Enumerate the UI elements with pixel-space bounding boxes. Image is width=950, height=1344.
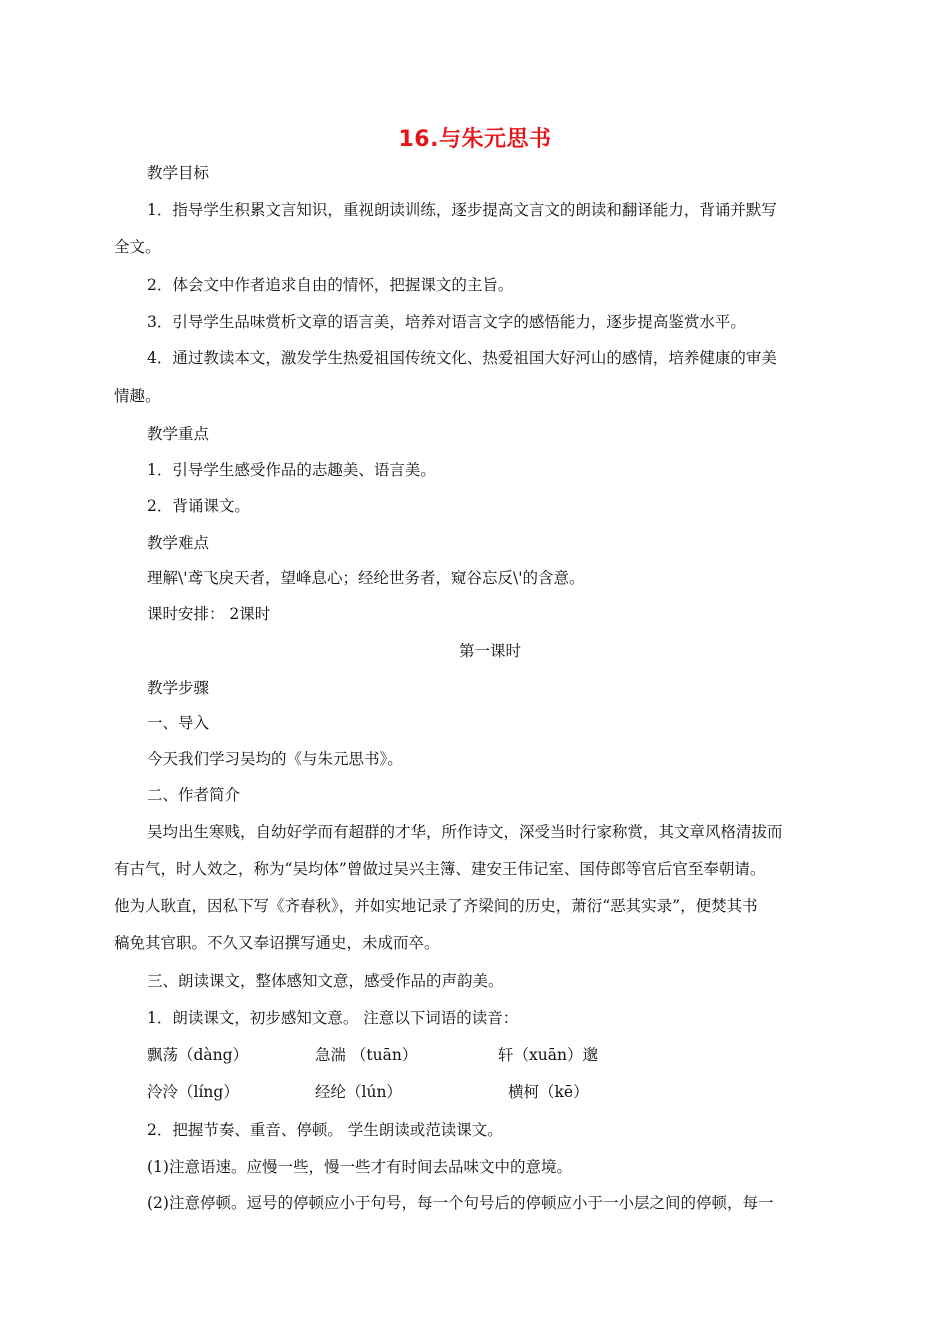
- paragraph-line: 情趣。: [114, 387, 161, 405]
- paragraph-line: 3．引导学生品味赏析文章的语言美，培养对语言文字的感悟能力，逐步提高鉴赏水平。: [147, 313, 746, 331]
- paragraph-line: 4．通过教读本文，激发学生热爱祖国传统文化、热爱祖国大好河山的感情，培养健康的审美: [147, 349, 777, 367]
- heading-introduction: 一、导入: [147, 714, 210, 732]
- paragraph-line: 1．指导学生积累文言知识，重视朗读训练，逐步提高文言文的朗读和翻译能力，背诵并默写: [147, 201, 777, 219]
- paragraph-line: 他为人耿直，因私下写《齐春秋》，并如实地记录了齐梁间的历史，萧衍“恶其实录”，便焚其书: [114, 897, 758, 915]
- paragraph-line: 有古气，时人效之，称为“吴均体”曾做过吴兴主簿、建安王伟记室、国侍郎等官后官至奉朝请。: [114, 860, 766, 878]
- paragraph-line: 全文。: [114, 238, 161, 256]
- paragraph-line: 吴均出生寒贱，自幼好学而有超群的才华，所作诗文，深受当时行家称赏，其文章风格清拔而: [147, 823, 783, 841]
- paragraph-line: 2．把握节奏、重音、停顿。 学生朗读或范读课文。: [147, 1121, 503, 1139]
- paragraph-line: 1．朗读课文，初步感知文意。 注意以下词语的读音：: [147, 1009, 519, 1027]
- heading-author: 二、作者简介: [147, 786, 241, 804]
- heading-teaching-steps: 教学步骤: [147, 679, 210, 697]
- section-first-lesson: 第一课时: [458, 642, 521, 660]
- pronunciation-item: 泠泠（líng）: [147, 1083, 239, 1101]
- paragraph-line: 今天我们学习吴均的《与朱元思书》。: [147, 750, 403, 768]
- paragraph-line: 2．体会文中作者追求自由的情怀，把握课文的主旨。: [147, 276, 514, 294]
- schedule-line: 课时安排： 2课时: [147, 605, 271, 623]
- paragraph-line: 2．背诵课文。: [147, 497, 250, 515]
- pronunciation-item: 急湍 （tuān）: [315, 1046, 418, 1064]
- paragraph-line: 理解\'鸢飞戾天者，望峰息心；经纶世务者，窥谷忘反\'的含意。: [147, 569, 585, 587]
- pronunciation-item: 飘荡（dàng）: [147, 1046, 249, 1064]
- document-title: 16.与朱元思书: [398, 127, 552, 152]
- heading-difficulties: 教学难点: [147, 534, 210, 552]
- heading-reading: 三、朗读课文，整体感知文意，感受作品的声韵美。: [147, 972, 504, 990]
- paragraph-line: 稿免其官职。不久又奉诏撰写通史，未成而卒。: [114, 934, 440, 952]
- paragraph-line: 1．引导学生感受作品的志趣美、语言美。: [147, 461, 436, 479]
- paragraph-line: (1)注意语速。应慢一些，慢一些才有时间去品味文中的意境。: [147, 1158, 572, 1176]
- heading-teaching-goals: 教学目标: [147, 164, 210, 182]
- pronunciation-item: 经纶（lún）: [315, 1083, 402, 1101]
- pronunciation-item: 轩（xuān）邈: [498, 1046, 598, 1064]
- pronunciation-item: 横柯（kē）: [508, 1083, 589, 1101]
- paragraph-line: (2)注意停顿。逗号的停顿应小于句号，每一个句号后的停顿应小于一小层之间的停顿，每一: [147, 1194, 774, 1212]
- heading-key-points: 教学重点: [147, 425, 210, 443]
